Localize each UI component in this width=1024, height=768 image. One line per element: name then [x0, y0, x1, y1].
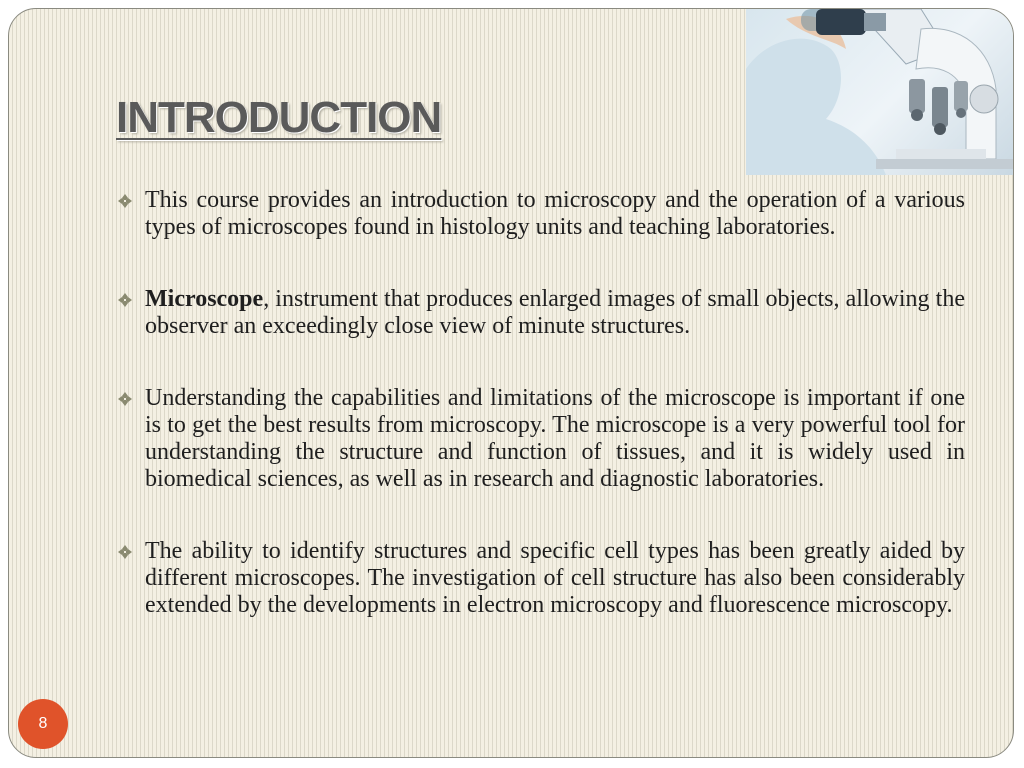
microscope-photo	[746, 9, 1013, 175]
diamond-dots-icon	[117, 544, 133, 560]
bullet-item	[117, 538, 965, 619]
bullet-item	[117, 187, 965, 241]
bullet-text: Understanding the capabilities and limitations of the microscope is important if one is to get the best results from microscopy. The microscope is a very powerful tool for understanding the structure and function of tissues, and it is widely used in biomedical sciences, as well as in research and diagnostic laboratories.	[145, 385, 965, 492]
bullet-list	[117, 187, 965, 619]
slide	[8, 8, 1014, 758]
bullet-text: , instrument that produces enlarged images of small objects, allowing the observer an exceedingly close view of minute structures.	[145, 286, 965, 339]
bullet-item	[117, 286, 965, 340]
diamond-dots-icon	[117, 193, 133, 209]
diamond-dots-icon	[117, 391, 133, 407]
slide-title: INTRODUCTION	[116, 93, 442, 142]
bullet-text: The ability to identify structures and specific cell types has been greatly aided by different microscopes. The investigation of cell structure has also been considerably extended by the developments in electron microscopy and fluorescence microscopy.	[145, 538, 965, 618]
diamond-dots-icon	[117, 292, 133, 308]
bullet-term: Microscope	[145, 286, 264, 312]
bullet-text: This course provides an introduction to microscopy and the operation of a various types of microscopes found in histology units and teaching laboratories.	[145, 187, 965, 240]
page-number-badge: 8	[18, 699, 68, 749]
bullet-item	[117, 385, 965, 493]
microscope-illustration	[746, 9, 1013, 175]
